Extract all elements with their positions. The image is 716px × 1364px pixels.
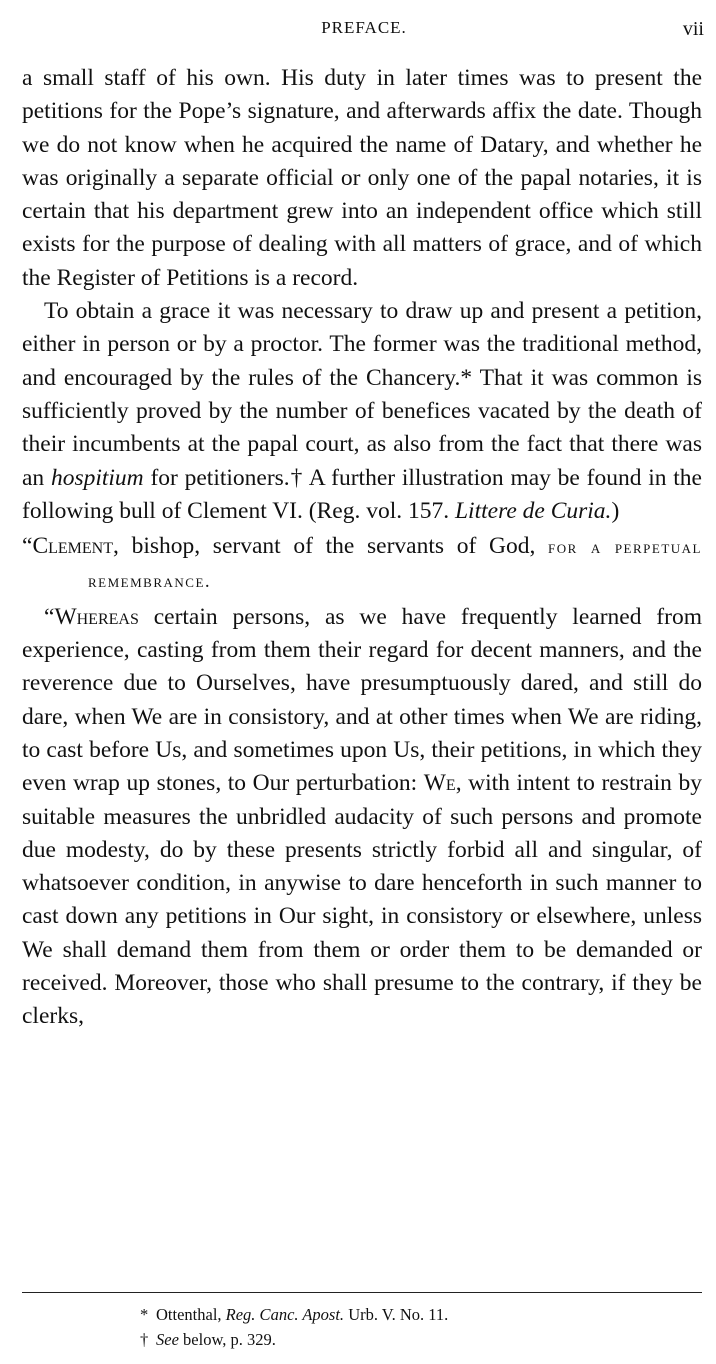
italic-littere-de-curia: Littere de Curia. [454, 497, 612, 524]
bull-title-smallcaps: for a perpetual remembrance. [88, 537, 702, 593]
footnote-1-rest: Urb. V. No. 11. [344, 1305, 449, 1324]
paragraph-petitions-text-1: To obtain a grace it was necessary to draw up and present a petition, either in person or by a proctor. The former was the traditional method, and encouraged by the rules of the Chancery.* That it was common is sufficiently proved by the number of benefices vacated by the death of their incumbents at the papal court, as also from the fact that there was an [22, 298, 702, 491]
footnotes [140, 1302, 660, 1352]
footnote-1-italic: Reg. Canc. Apost. [225, 1305, 345, 1324]
body-text [22, 62, 702, 1034]
footnote-2-rest: below, p. 329. [178, 1330, 276, 1349]
paragraph-petitions-text-3: ) [611, 497, 620, 524]
bull-open-quote: “ [22, 533, 33, 560]
bull-heading [22, 530, 702, 599]
footnote-2-italic: See [156, 1330, 179, 1349]
page-number: vii [682, 18, 704, 40]
bull-text-2: , with intent to restrain by suitable measures the unbridled audacity of such persons and promote due modesty, do by these presents strictly forbid all and singular, of whatsoever condition, in anywise to dare henceforth in such manner to cast down any petitions in Our sight, in consistory or elsewhere, unless We shall demand them from them or order them to be demanded or received. Moreover, those who shall presume to the contrary, if they be clerks, [22, 770, 702, 1030]
bull-text-1: certain persons, as we have frequently learned from experience, casting from them their regard for decent manners, and the reverence due to Ourselves, have presumptuously dared, and still do dare, when We are in consistory, and at other times when We are riding, to cast before Us, and sometimes upon Us, their petitions, in which they even wrap up stones, to Our perturbation: [22, 603, 702, 797]
bull-text-we: We [423, 770, 456, 797]
bull-text-whereas: Whereas [54, 603, 139, 630]
bull-title-text: , bishop, servant of the servants of God, [113, 533, 549, 560]
footnote-1 [140, 1302, 660, 1327]
footnote-2 [140, 1327, 660, 1352]
paragraph-petitions [22, 295, 702, 528]
bull-text-open-quote: “ [44, 603, 55, 630]
italic-hospitium: hospitium [50, 464, 144, 491]
footnote-1-name: Ottenthal, [156, 1305, 226, 1324]
bull-name: Clement [32, 533, 113, 560]
footnote-mark: † [140, 1330, 149, 1349]
footnote-mark: * [140, 1305, 149, 1324]
paragraph-bull-text [22, 601, 702, 1034]
running-title: PREFACE. [321, 18, 407, 37]
paragraph-datary: a small staff of his own. His duty in later times was to present the petitions for the Pope’s signature, and afterwards affix the date. Though we do not know when he acquired the name of Datary, and whether he was originally a separate official or only one of the papal notaries, it is certain that his department grew into an independent office which still exists for the purpose of dealing with all matters of grace, and of which the Register of Petitions is a record. [22, 65, 702, 291]
footnote-rule [22, 1292, 702, 1293]
paragraph-petitions-text-2: for petitioners.† A further illustration may be found in the following bull of Clement VI. (Reg. vol. 157. [22, 464, 702, 524]
running-head [24, 18, 704, 48]
